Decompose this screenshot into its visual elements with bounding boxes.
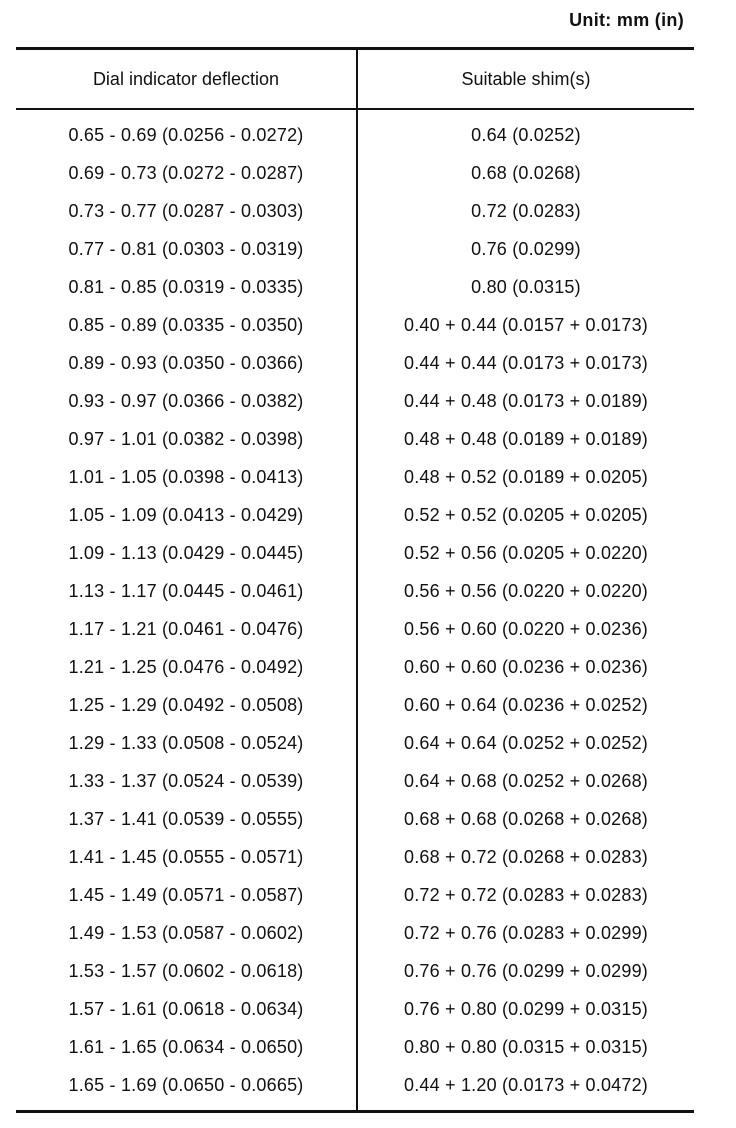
shim-cell: 0.68 + 0.72 (0.0268 + 0.0283) bbox=[404, 846, 648, 867]
table-row bbox=[16, 610, 694, 648]
deflection-cell: 1.29 - 1.33 (0.0508 - 0.0524) bbox=[16, 724, 357, 762]
table-row bbox=[16, 534, 694, 572]
shim-cell: 0.64 (0.0252) bbox=[471, 124, 581, 145]
deflection-cell: 1.45 - 1.49 (0.0571 - 0.0587) bbox=[16, 876, 357, 914]
table-row bbox=[16, 990, 694, 1028]
deflection-cell: 0.73 - 0.77 (0.0287 - 0.0303) bbox=[16, 192, 357, 230]
shim-cell: 0.72 (0.0283) bbox=[471, 200, 581, 221]
shim-cell: 0.72 + 0.72 (0.0283 + 0.0283) bbox=[404, 884, 648, 905]
shim-cell: 0.40 + 0.44 (0.0157 + 0.0173) bbox=[404, 314, 648, 335]
table-row bbox=[16, 496, 694, 534]
shim-cell: 0.76 (0.0299) bbox=[471, 238, 581, 259]
shim-cell: 0.80 (0.0315) bbox=[471, 276, 581, 297]
table-row bbox=[16, 1066, 694, 1112]
deflection-cell: 1.65 - 1.69 (0.0650 - 0.0665) bbox=[16, 1066, 357, 1112]
table-row bbox=[16, 230, 694, 268]
table-row bbox=[16, 420, 694, 458]
deflection-cell: 1.13 - 1.17 (0.0445 - 0.0461) bbox=[16, 572, 357, 610]
header-dial-indicator-deflection: Dial indicator deflection bbox=[16, 49, 357, 110]
deflection-cell: 1.33 - 1.37 (0.0524 - 0.0539) bbox=[16, 762, 357, 800]
header-suitable-shims: Suitable shim(s) bbox=[461, 68, 591, 89]
table-row bbox=[16, 724, 694, 762]
table-row bbox=[16, 838, 694, 876]
table-row bbox=[16, 914, 694, 952]
shim-cell: 0.80 + 0.80 (0.0315 + 0.0315) bbox=[404, 1036, 648, 1057]
table-header bbox=[16, 49, 694, 110]
deflection-cell: 0.81 - 0.85 (0.0319 - 0.0335) bbox=[16, 268, 357, 306]
deflection-cell: 1.37 - 1.41 (0.0539 - 0.0555) bbox=[16, 800, 357, 838]
shim-selection-table-container bbox=[16, 47, 694, 1113]
shim-cell: 0.60 + 0.60 (0.0236 + 0.0236) bbox=[404, 656, 648, 677]
table-row bbox=[16, 800, 694, 838]
shim-cell: 0.44 + 1.20 (0.0173 + 0.0472) bbox=[404, 1074, 648, 1095]
deflection-cell: 0.85 - 0.89 (0.0335 - 0.0350) bbox=[16, 306, 357, 344]
table-row bbox=[16, 648, 694, 686]
shim-cell: 0.72 + 0.76 (0.0283 + 0.0299) bbox=[404, 922, 648, 943]
table-row bbox=[16, 306, 694, 344]
shim-cell: 0.76 + 0.80 (0.0299 + 0.0315) bbox=[404, 998, 648, 1019]
table-row bbox=[16, 192, 694, 230]
shim-cell: 0.76 + 0.76 (0.0299 + 0.0299) bbox=[404, 960, 648, 981]
shim-cell: 0.44 + 0.44 (0.0173 + 0.0173) bbox=[404, 352, 648, 373]
table-row bbox=[16, 1028, 694, 1066]
deflection-cell: 0.65 - 0.69 (0.0256 - 0.0272) bbox=[16, 109, 357, 154]
deflection-cell: 1.49 - 1.53 (0.0587 - 0.0602) bbox=[16, 914, 357, 952]
deflection-cell: 0.93 - 0.97 (0.0366 - 0.0382) bbox=[16, 382, 357, 420]
header-row bbox=[16, 49, 694, 110]
shim-cell: 0.64 + 0.64 (0.0252 + 0.0252) bbox=[404, 732, 648, 753]
table-row bbox=[16, 382, 694, 420]
shim-cell: 0.52 + 0.52 (0.0205 + 0.0205) bbox=[404, 504, 648, 525]
table-row bbox=[16, 458, 694, 496]
shim-cell: 0.48 + 0.52 (0.0189 + 0.0205) bbox=[404, 466, 648, 487]
table-row bbox=[16, 686, 694, 724]
shim-cell: 0.68 + 0.68 (0.0268 + 0.0268) bbox=[404, 808, 648, 829]
table-row bbox=[16, 762, 694, 800]
deflection-cell: 1.61 - 1.65 (0.0634 - 0.0650) bbox=[16, 1028, 357, 1066]
deflection-cell: 1.21 - 1.25 (0.0476 - 0.0492) bbox=[16, 648, 357, 686]
table-body bbox=[16, 109, 694, 1112]
deflection-cell: 1.41 - 1.45 (0.0555 - 0.0571) bbox=[16, 838, 357, 876]
table-row bbox=[16, 344, 694, 382]
deflection-cell: 1.25 - 1.29 (0.0492 - 0.0508) bbox=[16, 686, 357, 724]
deflection-cell: 1.09 - 1.13 (0.0429 - 0.0445) bbox=[16, 534, 357, 572]
table-row bbox=[16, 154, 694, 192]
shim-cell: 0.44 + 0.48 (0.0173 + 0.0189) bbox=[404, 390, 648, 411]
table-row bbox=[16, 572, 694, 610]
shim-selection-table bbox=[16, 47, 694, 1113]
unit-label: Unit: mm (in) bbox=[569, 10, 684, 30]
shim-cell: 0.56 + 0.56 (0.0220 + 0.0220) bbox=[404, 580, 648, 601]
shim-cell: 0.56 + 0.60 (0.0220 + 0.0236) bbox=[404, 618, 648, 639]
deflection-cell: 0.97 - 1.01 (0.0382 - 0.0398) bbox=[16, 420, 357, 458]
shim-cell: 0.64 + 0.68 (0.0252 + 0.0268) bbox=[404, 770, 648, 791]
deflection-cell: 1.01 - 1.05 (0.0398 - 0.0413) bbox=[16, 458, 357, 496]
deflection-cell: 0.77 - 0.81 (0.0303 - 0.0319) bbox=[16, 230, 357, 268]
table-row bbox=[16, 109, 694, 154]
deflection-cell: 1.05 - 1.09 (0.0413 - 0.0429) bbox=[16, 496, 357, 534]
deflection-cell: 0.69 - 0.73 (0.0272 - 0.0287) bbox=[16, 154, 357, 192]
shim-cell: 0.48 + 0.48 (0.0189 + 0.0189) bbox=[404, 428, 648, 449]
deflection-cell: 1.53 - 1.57 (0.0602 - 0.0618) bbox=[16, 952, 357, 990]
table-row bbox=[16, 268, 694, 306]
deflection-cell: 0.89 - 0.93 (0.0350 - 0.0366) bbox=[16, 344, 357, 382]
deflection-cell: 1.17 - 1.21 (0.0461 - 0.0476) bbox=[16, 610, 357, 648]
shim-cell: 0.52 + 0.56 (0.0205 + 0.0220) bbox=[404, 542, 648, 563]
table-row bbox=[16, 876, 694, 914]
deflection-cell: 1.57 - 1.61 (0.0618 - 0.0634) bbox=[16, 990, 357, 1028]
shim-cell: 0.60 + 0.64 (0.0236 + 0.0252) bbox=[404, 694, 648, 715]
table-row bbox=[16, 952, 694, 990]
shim-cell: 0.68 (0.0268) bbox=[471, 162, 581, 183]
